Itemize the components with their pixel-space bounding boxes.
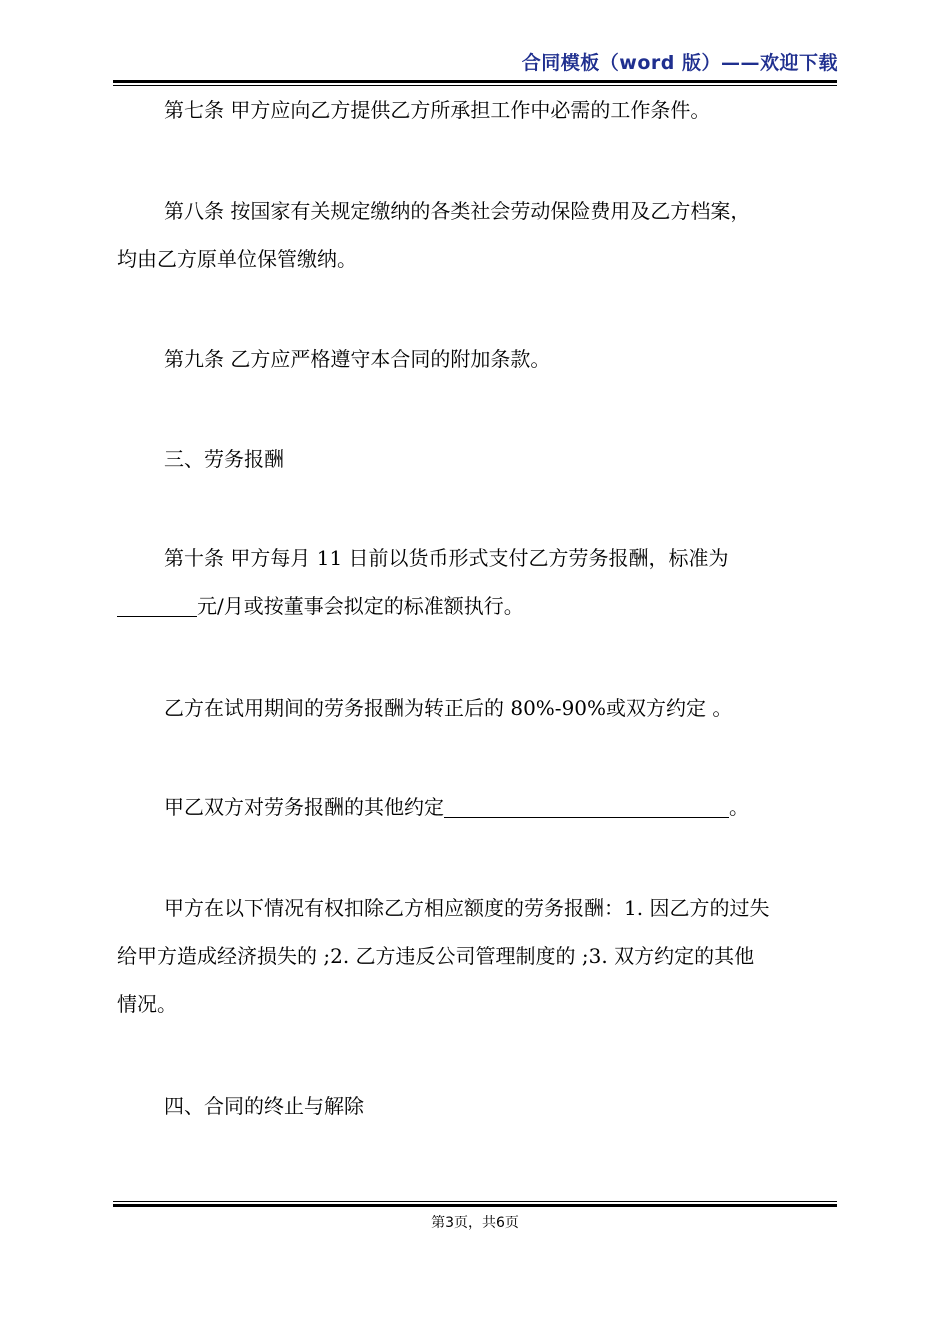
footer-rule-thin (113, 1201, 837, 1202)
article-10-line1: 第十条 甲方每月 11 日前以货币形式支付乙方劳务报酬，标准为 (164, 546, 729, 570)
deduction-line1: 甲方在以下情况有权扣除乙方相应额度的劳务报酬：1. 因乙方的过失 (164, 896, 770, 920)
header-rule-thick (113, 80, 837, 83)
probation-pay-text: 乙方在试用期间的劳务报酬为转正后的 80%-90%或双方约定 。 (164, 696, 733, 720)
article-9 (117, 335, 837, 383)
article-10-line2 (117, 582, 837, 630)
article-10-line2-text: 元/月或按董事会拟定的标准额执行。 (197, 594, 524, 618)
article-8 (117, 187, 837, 283)
article-8-line1: 第八条 按国家有关规定缴纳的各类社会劳动保险费用及乙方档案， (164, 199, 751, 223)
article-7-text: 第七条 甲方应向乙方提供乙方所承担工作中必需的工作条件。 (164, 98, 711, 122)
footer-rule-thick (113, 1204, 837, 1207)
deduction-clause (117, 884, 837, 1028)
deduction-line3: 情况。 (117, 992, 177, 1016)
page-indicator: 第3页，共6页 (431, 1215, 519, 1231)
other-agreement (117, 783, 837, 831)
other-agreement-line (117, 783, 837, 831)
section-4-heading (117, 1082, 837, 1130)
other-agreement-blank (444, 795, 729, 818)
article-8-line2: 均由乙方原单位保管缴纳。 (117, 247, 357, 271)
probation-pay (117, 684, 837, 732)
section-3-heading-text: 三、劳务报酬 (164, 447, 284, 471)
section-3-heading (117, 435, 837, 483)
salary-amount-blank (117, 594, 197, 617)
other-agreement-suffix: 。 (729, 795, 749, 819)
section-4-heading-text: 四、合同的终止与解除 (164, 1094, 364, 1118)
deduction-line2: 给甲方造成经济损失的 ;2. 乙方违反公司管理制度的 ;3. 双方约定的其他 (117, 944, 755, 968)
header-title: 合同模板（word 版）——欢迎下载 (521, 52, 838, 74)
article-10 (117, 534, 837, 630)
article-7 (117, 86, 837, 134)
article-9-text: 第九条 乙方应严格遵守本合同的附加条款。 (164, 347, 551, 371)
other-agreement-prefix: 甲乙双方对劳务报酬的其他约定 (164, 795, 444, 819)
